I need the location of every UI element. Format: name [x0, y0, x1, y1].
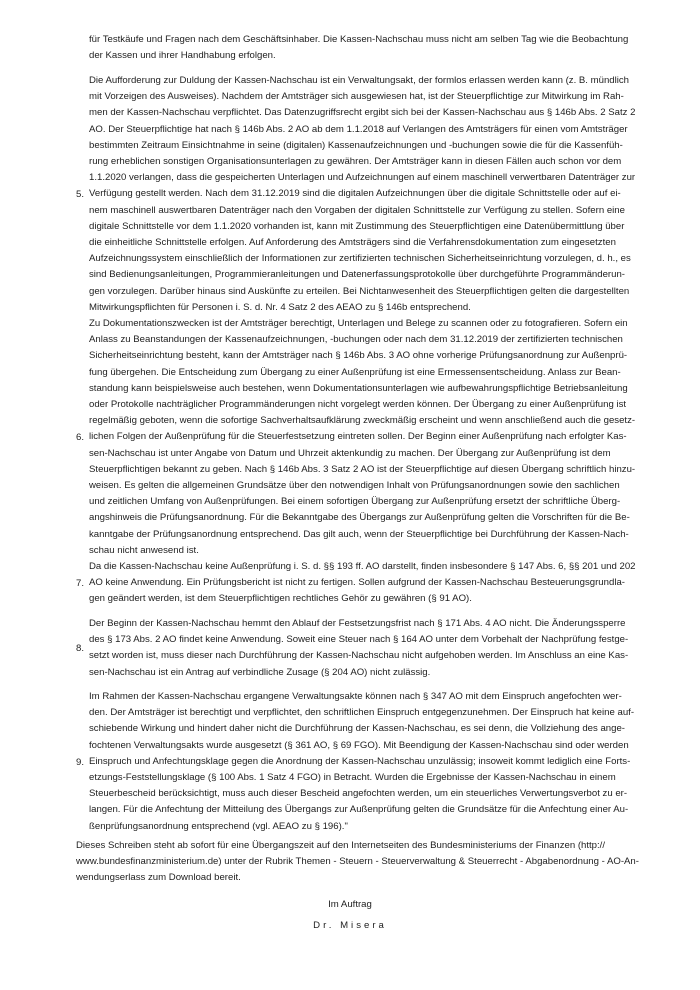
- text-line: lichen Folgen der Außenprüfung für die Steuerfestsetzung eintreten sollen. Der Beginn einer Außenprüfung nach erfolgter Kas-: [89, 431, 627, 443]
- text-line: und zeitlichen Umfang von Außenprüfungen. Bei einem sofortigen Übergang zur Außenprüfung ersetzt der schriftliche Überg-: [89, 496, 621, 508]
- text-line: etzungs-Feststellungsklage (§ 100 Abs. 1 Satz 4 FGO) in Betracht. Wurden die Ergebnisse der Kassen-Nachschau in einem: [89, 772, 616, 784]
- text-line: men der Kassen-Nachschau verpflichtet. Das Datenzugriffsrecht ergibt sich bei der Kassen-Nachschau aus § 146b Abs. 2 Satz 2: [89, 107, 636, 119]
- paragraph-6: [89, 316, 636, 559]
- text-line: Anlass zu Beanstandungen der Kassenaufzeichnungen, -buchungen oder nach dem 31.12.2019 der zertifizierten technischen: [89, 334, 623, 346]
- text-line: Im Rahmen der Kassen-Nachschau ergangene Verwaltungsakte können nach § 347 AO mit dem Einspruch angefochten wer-: [89, 691, 622, 702]
- text-line: 1.1.2020 verlangen, dass die gespeicherten Unterlagen und Aufzeichnungen auf einem maschinell verwertbaren Datenträger zur: [89, 172, 636, 184]
- text-line: Dieses Schreiben steht ab sofort für eine Übergangszeit auf den Internetseiten des Bundesministeriums der Finanzen (http://: [76, 840, 606, 851]
- text-line: schau nicht anwesend ist.: [89, 544, 199, 556]
- paragraph-5: [89, 73, 636, 316]
- paragraph-number: 6.: [76, 432, 85, 443]
- text-line: wendungserlass zum Download bereit.: [76, 872, 241, 884]
- text-line: rung erheblichen sonstigen Organisationsunterlagen zu gewähren. Der Amtsträger kann in diesen Fällen auch schon vor dem: [89, 156, 622, 168]
- text-line: der Kassen und ihrer Handhabung erfolgen.: [89, 50, 276, 62]
- text-line: sen-Nachschau ist ein Antrag auf verbindliche Zusage (§ 204 AO) nicht zulässig.: [89, 666, 431, 678]
- text-line: sen-Nachschau ist unter Angabe von Datum und Uhrzeit aktenkundig zu machen. Der Übergang zur Außenprüfung ist dem: [89, 447, 611, 459]
- closing-paragraph: [76, 838, 639, 887]
- text-line: mit Vorzeigen des Ausweises). Nachdem der Amtsträger sich ausgewiesen hat, ist der Steuerpflichtige zur Mitwirkung im Rah-: [89, 91, 624, 103]
- text-line: AO. Der Steuerpflichtige hat nach § 146b Abs. 2 AO ab dem 1.1.2018 auf Verlangen des Amtsträgers für einen vom Amtsträger: [89, 123, 628, 135]
- text-line: angshinweis die Prüfungsanordnung. Für die Bekanntgabe des Übergangs zur Außenprüfung gelten die Vorschriften für die Be-: [89, 512, 630, 524]
- paragraph-number: 8.: [76, 643, 85, 654]
- paragraph-number: 5.: [76, 189, 85, 200]
- text-line: Sicherheitseinrichtung besteht, kann der Amtsträger nach § 146b Abs. 3 AO ohne vorherige Prüfungsanordnung zur Außenprü-: [89, 350, 628, 362]
- paragraph-8: [89, 616, 629, 681]
- text-line: oder Protokolle nachträglicher Programmänderungen nicht vorgelegt werden können. Der Übergang zu einer Außenprüfung ist: [89, 399, 627, 411]
- text-line: des § 173 Abs. 2 AO findet keine Anwendung. Soweit eine Steuer nach § 164 AO unter dem Vorbehalt der Nachprüfung festge-: [89, 634, 629, 646]
- text-line: fung übergehen. Die Entscheidung zum Übergang zu einer Außenprüfung ist eine Ermessensentscheidung. Anlass zur Bean-: [89, 366, 621, 378]
- text-line: Die Aufforderung zur Duldung der Kassen-Nachschau ist ein Verwaltungsakt, der formlos erlassen werden kann (z. B. mündlich: [89, 75, 630, 86]
- text-line: sind Bedienungsanleitungen, Programmieranleitungen und Datenerfassungsprotokolle über durchgeführte Programmänderun-: [89, 269, 625, 281]
- text-line: den. Der Amtsträger ist berechtigt und verpflichtet, den schriftlichen Einspruch entgegenzunehmen. Der Einspruch hat keine auf-: [89, 707, 635, 719]
- text-line: Da die Kassen-Nachschau keine Außenprüfung i. S. d. §§ 193 ff. AO darstellt, finden insbesondere § 147 Abs. 6, §§ 201 und 202: [89, 561, 636, 572]
- text-line: regelmäßig geboten, wenn die sofortige Sachverhaltsaufklärung zweckmäßig erscheint und wenn anschließend auch die gesetz-: [89, 415, 636, 427]
- text-line: setzt worden ist, muss dieser nach Durchführung der Kassen-Nachschau nicht aufgehoben werden. Im Anschluss an eine Kas-: [89, 650, 629, 662]
- text-line: digitale Schnittstelle vor dem 1.1.2020 vorhanden ist, kann mit Zustimmung des Steuerpflichtigen eine Datenübermittlung über: [89, 220, 625, 232]
- text-line: gen vorzulegen. Darüber hinaus sind Auskünfte zu erteilen. Bei Nichtanwesenheit des Steuerpflichtigen gelten die dargestellten: [89, 285, 630, 297]
- text-line: weisen. Es gelten die allgemeinen Grundsätze über den notwendigen Inhalt von Prüfungsanordnungen sowie den sachlichen: [89, 480, 620, 492]
- text-line: die einheitliche Schnittstelle erfolgen. Auf Anforderung des Amtsträgers sind die Verfahrensdokumentation zum eingesetzten: [89, 237, 616, 249]
- text-line: bestimmten Zeitraum Einsichtnahme in seine (digitalen) Kassenaufzeichnungen und -buchungen sowie die für die Kassenfüh-: [89, 139, 623, 151]
- text-line: langen. Für die Anfechtung der Mitteilung des Übergangs zur Außenprüfung gelten die Grundsätze für die Anfechtung einer Au-: [89, 804, 629, 816]
- text-line: gen geändert werden, ist dem Steuerpflichtigen rechtliches Gehör zu gewähren (§ 91 AO).: [89, 593, 472, 605]
- signature-name: Dr. Misera: [313, 920, 387, 931]
- paragraph-number: 7.: [76, 578, 85, 589]
- text-line: www.bundesfinanzministerium.de) unter der Rubrik Themen - Steuern - Steuerverwaltung & Steuerrecht - Abgabenordnung - AO-An-: [76, 856, 639, 868]
- text-line: Mitwirkungspflichten für Personen i. S. d. Nr. 4 Satz 2 des AEAO zu § 146b entsprechend.: [89, 301, 471, 313]
- text-line: fochtenen Verwaltungsakts wurde ausgesetzt (§ 361 AO, § 69 FGO). Mit Beendigung der Kassen-Nachschau sind oder werden: [89, 739, 629, 751]
- paragraph-number: 9.: [76, 757, 85, 768]
- text-line: AO keine Anwendung. Ein Prüfungsbericht ist nicht zu fertigen. Sollen aufgrund der Kassen-Nachschau Besteuerungsgrundla-: [89, 577, 625, 589]
- text-line: schiebende Wirkung und hindert daher nicht die Durchführung der Kassen-Nachschau, es sei denn, die Vollziehung des ange-: [89, 723, 625, 735]
- text-line: ßenprüfungsanordnung entsprechend (vgl. AEAO zu § 196).": [89, 820, 348, 832]
- signature-im-auftrag: Im Auftrag: [328, 899, 372, 910]
- text-line: Einspruch und Anfechtungsklage gegen die Anordnung der Kassen-Nachschau unzulässig; insoweit kommt lediglich eine Forts-: [89, 755, 631, 767]
- text-line: Aufzeichnungssystem einschließlich der Informationen zur zertifizierten technischen Sicherheitseinrichtung vorzulegen, d. h., es: [89, 253, 631, 265]
- text-line: nem maschinell auswertbaren Datenträger nach den Vorgaben der digitalen Schnittstelle zur Verfügung zu stellen. Sofern eine: [89, 204, 625, 216]
- text-line: Steuerpflichtigen bekannt zu geben. Nach § 146b Abs. 3 Satz 2 AO ist der Steuerpflichtige auf diesen Übergang schriftlich hinzu-: [89, 463, 636, 475]
- text-line: kanntgabe der Prüfungsanordnung entsprechend. Das gilt auch, wenn der Steuerpflichtige bei Durchführung der Kassen-Nach-: [89, 528, 629, 540]
- text-line: standung kann beispielsweise auch bestehen, wenn Dokumentationsunterlagen wie aufbewahrungspflichtige Betriebsanleitung: [89, 382, 628, 394]
- text-line: Der Beginn der Kassen-Nachschau hemmt den Ablauf der Festsetzungsfrist nach § 171 Abs. 4 AO nicht. Die Änderungssperre: [89, 618, 626, 629]
- text-line: für Testkäufe und Fragen nach dem Geschäftsinhaber. Die Kassen-Nachschau muss nicht am selben Tag wie die Beobachtung: [89, 34, 629, 45]
- text-line: Zu Dokumentationszwecken ist der Amtsträger berechtigt, Unterlagen und Belege zu scannen oder zu fotografieren. Sofern ein: [89, 318, 628, 329]
- paragraph-continuation: [89, 32, 629, 64]
- paragraph-9: [89, 689, 635, 835]
- text-line: Verfügung gestellt werden. Nach dem 31.12.2019 sind die digitalen Aufzeichnungen über die digitale Schnittstelle oder auf ei-: [89, 188, 621, 200]
- text-line: Steuerbescheid berücksichtigt, muss auch dieser Bescheid angefochten werden, um ein steuerliches Verwertungsverbot zu er-: [89, 788, 628, 800]
- paragraph-7: [89, 559, 636, 608]
